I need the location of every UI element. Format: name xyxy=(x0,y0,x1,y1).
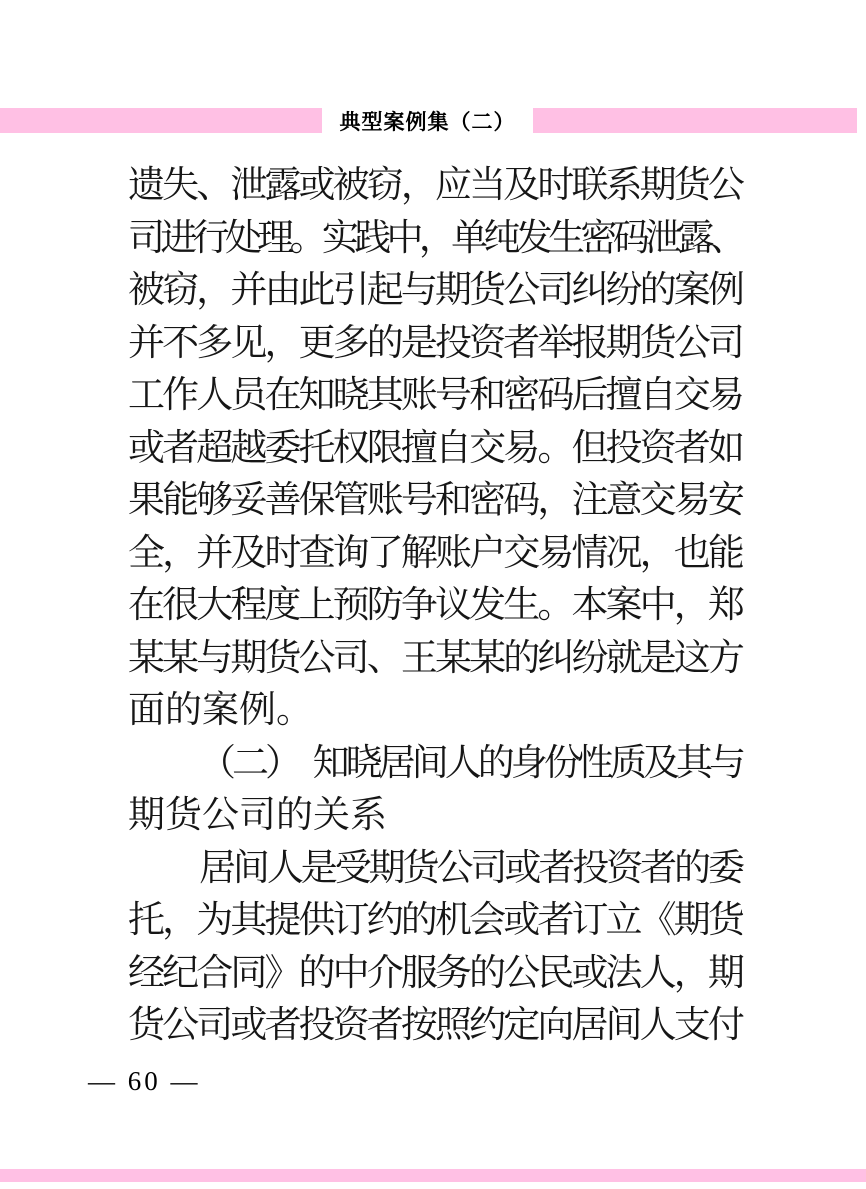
body-text-line: 被窃，并由此引起与期货公司纠纷的案例 xyxy=(128,270,742,311)
text-block xyxy=(128,160,742,1053)
running-head-title: 典型案例集（二） xyxy=(339,110,516,134)
body-text-line: 期货公司的关系 xyxy=(128,795,387,836)
body-text-line: 居间人是受期货公司或者投资者的委 xyxy=(199,847,742,889)
body-text-line: 或者超越委托权限擅自交易。但投资者如 xyxy=(128,427,742,469)
body-text-line: 果能够妥善保管账号和密码，注意交易安 xyxy=(128,480,742,521)
header-rule-left xyxy=(0,108,322,133)
body-text-line: 经纪合同》的中介服务的公民或法人，期 xyxy=(128,952,742,994)
body-text-line: 全，并及时查询了解账户交易情况，也能 xyxy=(128,532,742,574)
body-text-line: 工作人员在知晓其账号和密码后擅自交易 xyxy=(128,375,742,416)
body-text-line: 遗失、泄露或被窃，应当及时联系期货公 xyxy=(128,165,742,206)
body-text-line: 在很大程度上预防争议发生。本案中，郑 xyxy=(128,585,742,626)
body-text-line: 面的案例。 xyxy=(128,690,313,731)
body-text-line: 托，为其提供订约的机会或者订立《期货 xyxy=(128,900,742,941)
body-text-line: （二） 知晓居间人的身份性质及其与 xyxy=(199,742,742,784)
body-text-line: 并不多见，更多的是投资者举报期货公司 xyxy=(128,322,742,364)
header-rule-right xyxy=(533,108,857,133)
body-text-line: 货公司或者投资者按照约定向居间人支付 xyxy=(128,1005,742,1046)
running-head xyxy=(0,108,866,133)
body-text-line: 司进行处理。实践中，单纯发生密码泄露、 xyxy=(128,217,742,259)
page-number: — 60 — xyxy=(88,1066,201,1096)
body-text-line: 某某与期货公司、王某某的纠纷就是这方 xyxy=(128,637,742,679)
footer-rule xyxy=(0,1169,866,1182)
